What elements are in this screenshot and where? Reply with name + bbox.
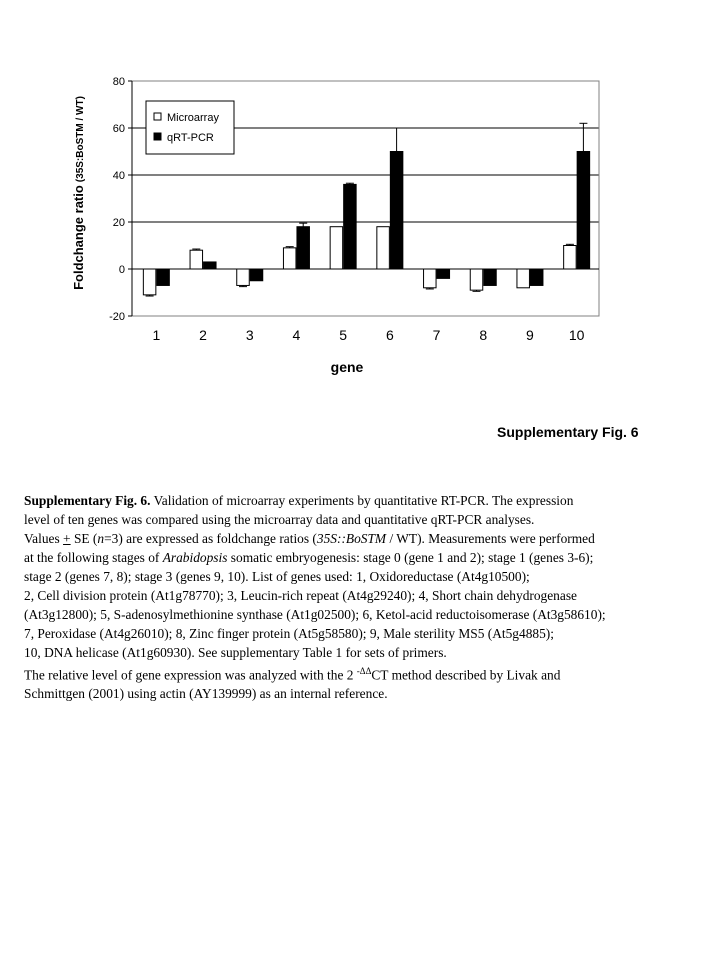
y-tick-labels: [109, 76, 132, 323]
caption-line-11: Schmittgen (2001) using actin (AY139999) as an internal reference.: [24, 686, 388, 702]
caption-line-4: at the following stages of Arabidopsis somatic embryogenesis: stage 0 (gene 1 and 2); stage 1 (genes 3-6);: [24, 550, 594, 565]
x-tick-label: 5: [339, 327, 348, 343]
bar-microarray-gene-6: [377, 227, 390, 269]
caption-title: Supplementary Fig. 6.: [24, 493, 151, 508]
bar-microarray-gene-5: [330, 227, 343, 269]
y-axis-label-small: (35S:BoSTM / WT): [75, 96, 86, 183]
bar-qrtpcr-gene-9: [530, 269, 543, 285]
x-tick-label: 1: [152, 327, 161, 343]
y-tick-label: 20: [112, 217, 125, 229]
legend-label-microarray: Microarray: [167, 112, 219, 124]
bar-qrtpcr-gene-5: [344, 184, 357, 269]
bar-microarray-gene-8: [470, 269, 483, 290]
x-tick-label: 7: [432, 327, 441, 343]
x-tick-label: 4: [292, 327, 301, 343]
legend-swatch-microarray: [154, 113, 161, 120]
y-tick-label: 60: [112, 123, 125, 135]
caption-line-10: The relative level of gene expression was analyzed with the 2 $^{-\Delta\Delta}$CT method described by Livak and: [24, 666, 561, 683]
bar-qrtpcr-gene-3: [250, 269, 263, 281]
x-tick-label: 6: [385, 327, 394, 343]
bar-microarray-gene-2: [190, 250, 203, 269]
y-tick-label: 40: [112, 170, 125, 182]
x-axis-label: gene: [330, 359, 364, 375]
bar-qrtpcr-gene-7: [437, 269, 450, 278]
legend: [146, 101, 234, 154]
x-tick-label: 2: [199, 327, 207, 343]
caption-line-8: 7, Peroxidase (At4g26010); 8, Zinc finger protein (At5g58580); 9, Male sterility MS5 (At5g4885);: [24, 626, 554, 641]
bar-microarray-gene-1: [143, 269, 156, 295]
plus-minus: +: [63, 531, 71, 546]
bar-qrtpcr-gene-1: [157, 269, 170, 285]
bar-microarray-gene-9: [517, 269, 530, 288]
bar-microarray-gene-7: [424, 269, 437, 288]
x-tick-label: 3: [245, 327, 254, 343]
bar-qrtpcr-gene-8: [484, 269, 497, 285]
y-axis-label: [71, 96, 86, 290]
caption-line-3: Values + SE (n=3) are expressed as foldchange ratios (35S::BoSTM / WT). Measurements were performed: [24, 531, 595, 546]
y-tick-label: 80: [112, 76, 125, 88]
legend-label-qrtpcr: qRT-PCR: [167, 132, 214, 144]
caption-line-1: Supplementary Fig. 6. Validation of microarray experiments by quantitative RT-PCR. The expression: [24, 493, 574, 508]
bars: [143, 152, 589, 295]
caption-line-2: level of ten genes was compared using the microarray data and quantitative qRT-PCR analyses.: [24, 512, 535, 527]
x-tick-labels: [152, 327, 584, 343]
caption-line-7: (At3g12800); 5, S-adenosylmethionine synthase (At1g02500); 6, Ketol-acid reductoisomerase (At3g58610);: [24, 607, 606, 622]
bar-qrtpcr-gene-4: [297, 227, 310, 269]
legend-box: [146, 101, 234, 154]
figure-caption: [24, 491, 716, 703]
bar-qrtpcr-gene-6: [390, 152, 403, 270]
y-tick-label: 0: [118, 264, 125, 276]
caption-line-5: stage 2 (genes 7, 8); stage 3 (genes 9, 10). List of genes used: 1, Oxidoreductase (At4g10500);: [24, 569, 530, 584]
x-tick-label: 10: [568, 327, 585, 343]
bar-chart: [0, 0, 720, 420]
bar-microarray-gene-10: [564, 246, 577, 270]
y-tick-label: -20: [109, 311, 125, 323]
bar-qrtpcr-gene-2: [204, 262, 217, 269]
figure-label: Supplementary Fig. 6: [497, 424, 639, 440]
x-tick-label: 8: [479, 327, 488, 343]
caption-line-9: 10, DNA helicase (At1g60930). See supplementary Table 1 for sets of primers.: [24, 645, 447, 660]
x-tick-label: 9: [526, 327, 534, 343]
bar-microarray-gene-4: [283, 248, 296, 269]
bar-qrtpcr-gene-10: [577, 152, 590, 270]
legend-swatch-qrtpcr: [154, 133, 161, 140]
y-axis-label-main: Foldchange ratio: [71, 185, 86, 290]
bar-microarray-gene-3: [237, 269, 250, 285]
caption-line-6: 2, Cell division protein (At1g78770); 3, Leucin-rich repeat (At4g29240); 4, Short chain dehydrogenase: [24, 588, 577, 603]
